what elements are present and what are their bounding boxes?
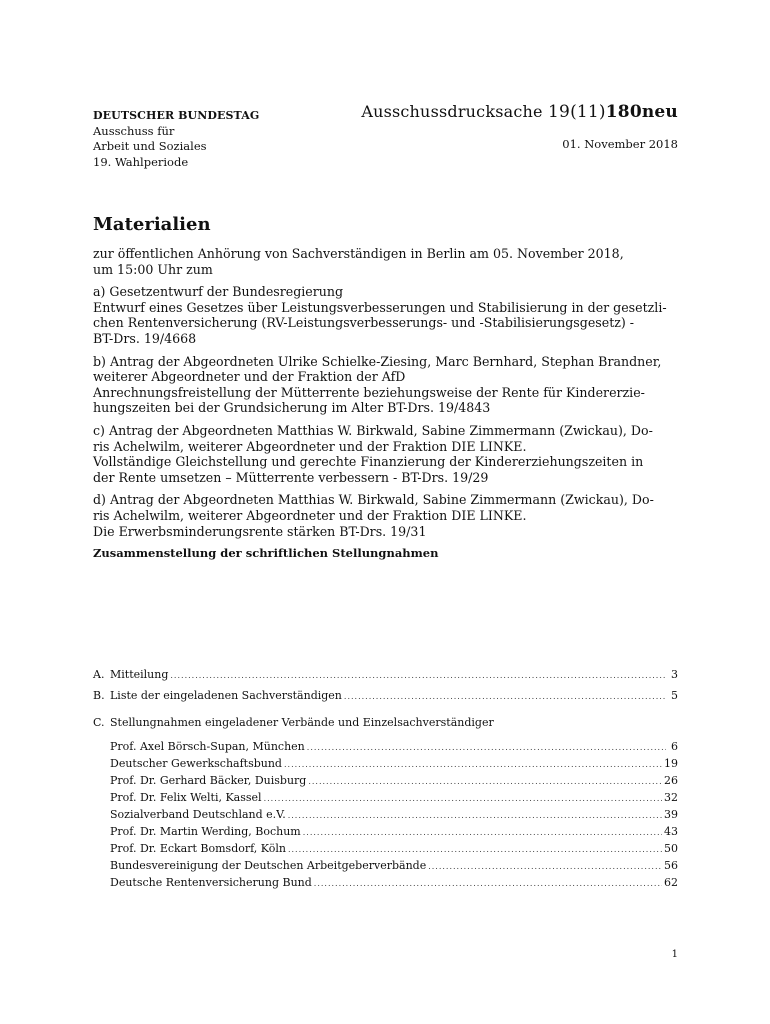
organization-name: DEUTSCHER BUNDESTAG: [93, 109, 260, 122]
document-type: Ausschussdrucksache: [361, 102, 543, 121]
toc-page: 32: [664, 791, 678, 804]
toc-label: Prof. Dr. Eckart Bomsdorf, Köln: [110, 842, 286, 855]
toc-leader-dots: [428, 862, 662, 871]
toc-page: 3: [671, 668, 678, 681]
toc-leader-dots: [264, 794, 662, 803]
page-title: Materialien: [93, 214, 211, 235]
toc-leader-dots: [288, 845, 662, 854]
item-line: b) Antrag der Abgeordneten Ulrike Schielke-Ziesing, Marc Bernhard, Stephan Brandner,: [93, 353, 662, 369]
toc-label: Deutsche Rentenversicherung Bund: [110, 876, 312, 889]
item-line: Die Erwerbsminderungsrente stärken BT-Drs. 19/31: [93, 523, 427, 539]
item-line: Anrechnungsfreistellung der Mütterrente beziehungsweise der Rente für Kindererzie-: [93, 384, 645, 400]
toc-label: Liste der eingeladenen Sachverständigen: [110, 689, 342, 702]
intro-paragraph: [93, 246, 683, 277]
committee-line-1: Ausschuss für: [93, 123, 175, 138]
toc-label: Stellungnahmen eingeladener Verbände und Einzelsachverständiger: [110, 716, 494, 729]
toc-entry[interactable]: [110, 842, 678, 855]
item-line: ris Achelwilm, weiterer Abgeordneter und der Fraktion DIE LINKE.: [93, 438, 527, 454]
toc-entry[interactable]: [110, 808, 678, 821]
toc-leader-dots: [288, 811, 662, 820]
toc-page: 56: [664, 859, 678, 872]
page-number: 1: [671, 949, 678, 960]
toc-leader-dots: [303, 828, 662, 837]
item-a: [93, 284, 683, 346]
toc-page: 39: [664, 808, 678, 821]
item-line: ris Achelwilm, weiterer Abgeordneter und der Fraktion DIE LINKE.: [93, 507, 527, 523]
item-line: c) Antrag der Abgeordneten Matthias W. Birkwald, Sabine Zimmermann (Zwickau), Do-: [93, 422, 653, 438]
toc-leader-dots: [314, 879, 662, 888]
toc-page: 62: [664, 876, 678, 889]
item-line: hungszeiten bei der Grundsicherung im Alter BT-Drs. 19/4843: [93, 400, 491, 416]
toc-leader-dots: [284, 760, 662, 769]
toc-leader-dots: [308, 777, 662, 786]
document-date: 01. November 2018: [562, 137, 678, 151]
intro-line: zur öffentlichen Anhörung von Sachverständigen in Berlin am 05. November 2018,: [93, 246, 624, 261]
item-line: Vollständige Gleichstellung und gerechte Finanzierung der Kindererziehungszeiten in: [93, 454, 644, 470]
item-line: Entwurf eines Gesetzes über Leistungsverbesserungen und Stabilisierung in der gesetzli-: [93, 299, 667, 315]
toc-section-c: [93, 716, 678, 729]
compilation-heading: Zusammenstellung der schriftlichen Stellungnahmen: [93, 546, 439, 561]
toc-page: 19: [664, 757, 678, 770]
toc-entry-a[interactable]: [93, 668, 678, 681]
item-b: [93, 354, 683, 416]
toc-page: 5: [671, 689, 678, 702]
toc-entry[interactable]: [110, 791, 678, 804]
toc-label: Prof. Dr. Martin Werding, Bochum: [110, 825, 301, 838]
toc-leader-dots: [307, 743, 666, 752]
item-line: a) Gesetzentwurf der Bundesregierung: [93, 284, 344, 300]
toc-label: Sozialverband Deutschland e.V.: [110, 808, 286, 821]
intro-line: um 15:00 Uhr zum: [93, 261, 213, 277]
document-number: 19(11): [548, 102, 606, 122]
item-line: weiterer Abgeordneter und der Fraktion der AfD: [93, 369, 406, 385]
toc-entry[interactable]: [110, 757, 678, 770]
item-c: [93, 423, 683, 485]
toc-label: Deutscher Gewerkschaftsbund: [110, 757, 282, 770]
toc-label: Prof. Dr. Gerhard Bäcker, Duisburg: [110, 774, 307, 787]
toc-leader-dots: [170, 671, 666, 680]
toc-page: 26: [664, 774, 678, 787]
toc-label: Prof. Axel Börsch-Supan, München: [110, 740, 305, 753]
document-reference: [361, 102, 678, 122]
toc-page: 6: [671, 740, 678, 753]
item-line: chen Rentenversicherung (RV-Leistungsverbesserungs- und -Stabilisierungsgesetz) -: [93, 315, 635, 331]
toc-label: Prof. Dr. Felix Welti, Kassel: [110, 791, 262, 804]
toc-entry[interactable]: [110, 740, 678, 753]
toc-entry[interactable]: [110, 825, 678, 838]
item-line: d) Antrag der Abgeordneten Matthias W. Birkwald, Sabine Zimmermann (Zwickau), Do-: [93, 492, 654, 508]
toc-leader-dots: [344, 692, 666, 701]
header-left-block: [93, 108, 259, 170]
legislative-period: 19. Wahlperiode: [93, 154, 189, 169]
document-body: [93, 246, 683, 562]
toc-page: 43: [664, 825, 678, 838]
toc-letter: B.: [93, 689, 105, 702]
toc-label: Bundesvereinigung der Deutschen Arbeitgeberverbände: [110, 859, 427, 872]
toc-letter: A.: [93, 668, 105, 681]
toc-entry-b[interactable]: [93, 689, 678, 702]
document-suffix: 180neu: [605, 102, 678, 122]
toc-page: 50: [664, 842, 678, 855]
toc-letter: C.: [93, 716, 105, 729]
item-d: [93, 492, 683, 539]
toc-label: Mitteilung: [110, 668, 169, 681]
toc-entry[interactable]: [110, 774, 678, 787]
committee-line-2: Arbeit und Soziales: [93, 139, 207, 153]
toc-entry[interactable]: [110, 876, 678, 889]
toc-entry[interactable]: [110, 859, 678, 872]
item-line: BT-Drs. 19/4668: [93, 330, 197, 346]
item-line: der Rente umsetzen – Mütterrente verbessern - BT-Drs. 19/29: [93, 469, 489, 485]
